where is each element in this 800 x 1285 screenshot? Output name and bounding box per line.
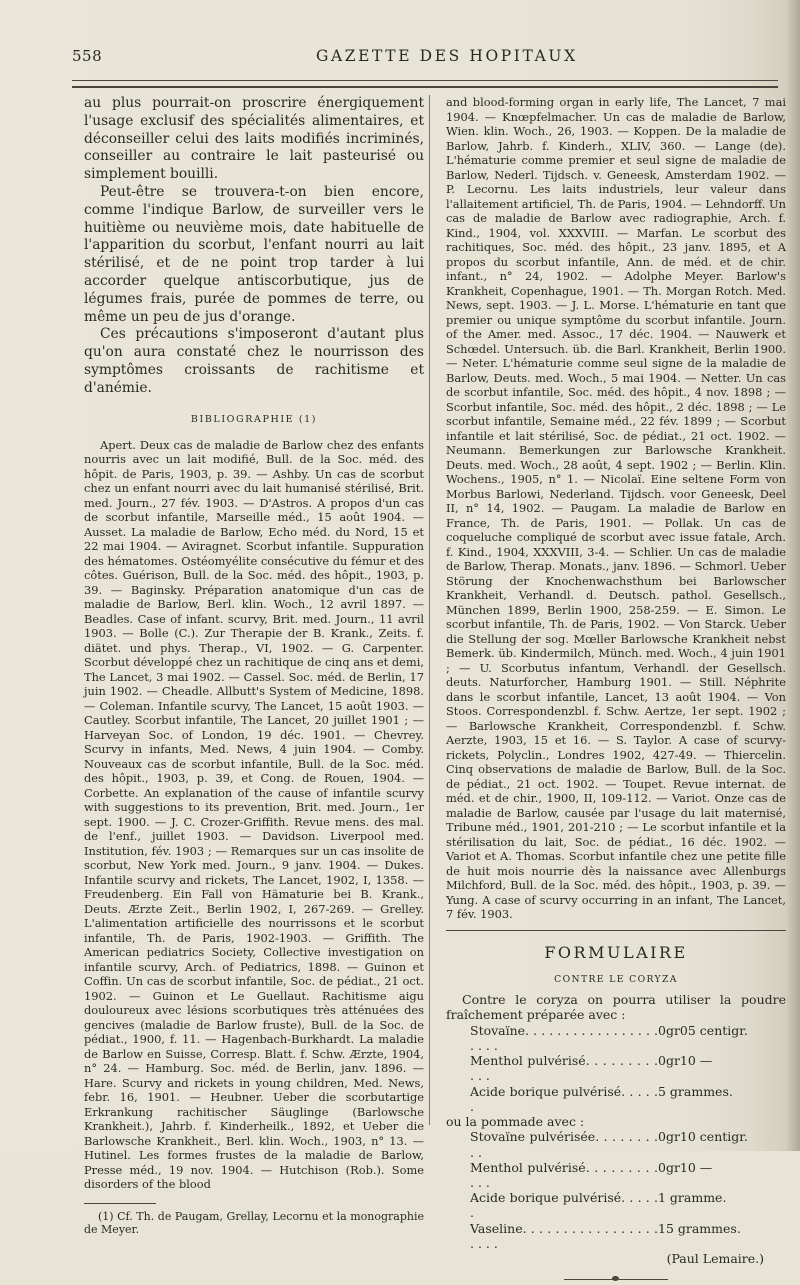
footnote: (1) Cf. Th. de Paugam, Grellay, Lecornu et la monographie de Meyer.: [84, 1209, 424, 1237]
ingredient-name: Vaseline. . . . . . . . . . . . . . . . . . . . .: [470, 1220, 658, 1251]
recipe-row: [446, 1160, 786, 1190]
recipe-row: [446, 1053, 786, 1083]
paragraph-precautions: Ces précautions s'imposeront d'autant plus qu'on aura constaté chez le nourrisson des symptômes croissants de rachitisme et d'anémie.: [84, 326, 424, 396]
ingredient-dose: 5 grammes.: [658, 1083, 733, 1099]
recipe-row: [446, 1221, 786, 1251]
header-rule-thin: [72, 80, 778, 81]
ingredient-dose: 1 gramme.: [658, 1190, 727, 1206]
powder-recipe: [446, 1023, 786, 1114]
ingredient-dose: 0gr10 —: [658, 1159, 713, 1175]
ingredient-name: Menthol pulvérisé. . . . . . . . . . . .: [470, 1053, 658, 1084]
page-number: 558: [72, 47, 103, 65]
end-ornament: [446, 1275, 786, 1285]
right-column: [446, 95, 786, 1285]
ingredient-name: Stovaïne pulvérisée. . . . . . . . . .: [470, 1129, 658, 1160]
ingredient-name: Stovaïne. . . . . . . . . . . . . . . . . . . . .: [470, 1022, 658, 1053]
ingredient-dose: 0gr05 centigr.: [658, 1022, 748, 1038]
ingredient-name: Acide borique pulvérisé. . . . . .: [470, 1190, 658, 1221]
ingredient-dose: 0gr10 centigr.: [658, 1129, 748, 1145]
ointment-recipe: [446, 1129, 786, 1251]
section-rule: [446, 930, 786, 931]
ingredient-name: Menthol pulvérisé. . . . . . . . . . . .: [470, 1159, 658, 1191]
ornament-dot: [612, 1276, 619, 1281]
ointment-intro: ou la pommade avec :: [446, 1113, 585, 1129]
formulaire-title: FORMULAIRE: [544, 942, 688, 962]
ingredient-dose: 15 grammes.: [658, 1220, 741, 1236]
formulaire-intro: Contre le coryza on pourra utiliser la poudre fraîchement préparée avec :: [446, 991, 786, 1023]
recipe-row: [446, 1129, 786, 1159]
recipe-row: [446, 1190, 786, 1220]
footnote-rule: [84, 1203, 156, 1204]
bibliography-continued: and blood-forming organ in early life, The Lancet, 7 mai 1904. — Knœpfelmacher. Un cas de maladie de Barlow, Wien. klin. Woch., 26, 1903. — Koppen. De la maladie de Barlow, Jahrb. f. Kinderh., XLIV, 360. — Lange (de). L'hématurie comme premier et seul signe de maladie de Barlow, Nederl. Tijdsch. v. Geneesk, Amsterdam 1902. — P. Lecornu. Les laits industriels, leur valeur dans l'allaitement artificiel, Th. de Paris, 1904. — Lehndorff. Un cas de maladie de Barlow avec radiographie, Arch. f. Kind., 1904, vol. XXXVIII. — Marfan. Le scorbut des rachitiques, Soc. méd. des hôpit., 23 janv. 1895, et A propos du scorbut infantile, Ann. de méd. et de chir. infant., n° 24, 1902. — Adolphe Meyer. Barlow's Krankheit, Copenhague, 1901. — Th. Morgan Rotch. Med. News, sept. 1903. — J. L. Morse. L'hématurie en tant que premier ou unique symptôme du scorbut infantile. Journ. of the Amer. med. Assoc., 17 déc. 1904. — Nauwerk et Schœdel. Untersuch. üb. die Barl. Krankheit, Berlin 1900. — Neter. L'hématurie comme seul signe de la maladie de Barlow, Deuts. med. Woch., 5 mai 1904. — Netter. Un cas de scorbut infantile, Soc. méd. des hôpit., 4 nov. 1898 ; — Scorbut infantile, Soc. méd. des hôpit., 2 déc. 1898 ; — Le scorbut infantile, Semaine méd., 22 fév. 1899 ; — Scorbut infantile et lait stérilisé, Soc. de pédiat., 21 oct. 1902. — Neumann. Bemerkungen zur Barlowsche Krankheit. Deuts. med. Woch., 28 août, 4 sept. 1902 ; — Berlin. Klin. Wochens., 1905, n° 1. — Nicolaï. Eine seltene Form von Morbus Barlowi, Nederland. Tijdsch. voor Geneesk, Deel II, n° 14, 1902. — Paugam. La maladie de Barlow en France, Th. de Paris, 1901. — Pollak. Un cas de coqueluche compliqué de scorbut avec issue fatale, Arch. f. Kind., 1904, XXXVIII, 3-4. — Schlier. Un cas de maladie de Barlow, Therap. Monats., janv. 1896. — Schmorl. Ueber Störung der Knochenwachsthum bei Barlowscher Krankheit, Verhandl. d. Deutsch. pathol. Gesellsch., München 1899, Berlin 1900, 258-259. — E. Simon. Le scorbut infantile, Th. de Paris, 1902. — Von Starck. Ueber die Stellung der sog. Mœller Barlowsche Krankheit nebst Bemerk. üb. Kindermilch, Münch. med. Woch., 4 juin 1901 ; — U. Scorbutus infantum, Verhandl. der Gesellsch. deuts. Naturforcher, Hamburg 1901. — Still. Néphrite dans le scorbut infantile, Lancet, 13 août 1904. — Von Stoos. Correspondenzbl. f. Schw. Aertze, 1er sept. 1902 ; — Barlowsche Krankheit, Correspondenzbl. f. Schw. Aerzte, 1903, 15 et 16. — S. Taylor. A case of scurvy-rickets, Polyclin., Londres 1902, 427-49. — Thiercelin. Cinq observations de maladie de Barlow, Bull. de la Soc. de pédiat., 21 oct. 1902. — Toupet. Revue internat. de méd. et de chir., 1900, II, 109-112. — Variot. Onze cas de maladie de Barlow, causée par l'usage du lait maternisé, Tribune méd., 1901, 201-210 ; — Le scorbut infantile et la stérilisation du lait, Soc. de pédiat., 16 déc. 1902. — Variot et A. Thomas. Scorbut infantile chez une petite fille de huit mois nourrie dès la naissance avec Allenburgs Milchford, Bull. de la Soc. méd. des hôpit., 1903, p. 39. — Yung. A case of scurvy occurring in an infant, The Lancet, 7 fév. 1903.: [446, 95, 786, 921]
ingredient-name: Acide borique pulvérisé. . . . . .: [470, 1083, 658, 1114]
paragraph-conclusion: au plus pourrait-on proscrire énergiquement l'usage exclusif des spécialités alimentaires, et déconseiller celui des laits modifiés incriminés, conseiller au contraire le lait pasteurisé ou simplement bouilli.: [84, 95, 424, 183]
paragraph-barlow-advice: Peut-être se trouvera-t-on bien encore, comme l'indique Barlow, de surveiller vers le huitième ou neuvième mois, date habituelle de l'apparition du scorbut, l'enfant nourri au lait stérilisé, et de ne point trop tarder à lui accorder quelque antiscorbutique, jus de légumes frais, purée de pommes de terre, ou même un peu de jus d'orange.: [84, 183, 424, 325]
running-header: [72, 47, 778, 67]
recipe-row: [446, 1084, 786, 1114]
formulaire-subtitle: CONTRE LE CORYZA: [554, 973, 678, 985]
bibliography-text: Apert. Deux cas de maladie de Barlow chez des enfants nourris avec un lait modifié, Bull. de la Soc. méd. des hôpit. de Paris, 1903, p. 39. — Ashby. Un cas de scorbut chez un enfant nourri avec du lait humanisé stérilisé, Brit. med. Journ., 27 fév. 1903. — D'Astros. A propos d'un cas de scorbut infantile, Marseille méd., 15 août 1904. — Ausset. La maladie de Barlow, Echo méd. du Nord, 15 et 22 mai 1904. — Aviragnet. Scorbut infantile. Suppuration des hématomes. Ostéomyélite consécutive du fémur et des côtes. Guérison, Bull. de la Soc. méd. des hôpit., 1903, p. 39. — Baginsky. Préparation anatomique d'un cas de maladie de Barlow, Berl. klin. Woch., 12 avril 1897. — Beadles. Case of infant. scurvy, Brit. med. Journ., 11 avril 1903. — Bolle (C.). Zur Therapie der B. Krank., Zeits. f. diätet. und phys. Therap., VI, 1902. — G. Carpenter. Scorbut développé chez un rachitique de cinq ans et demi, The Lancet, 3 mai 1902. — Cassel. Soc. méd. de Berlin, 17 juin 1902. — Cheadle. Allbutt's System of Medicine, 1898. — Coleman. Infantile scurvy, The Lancet, 15 août 1903. — Cautley. Scorbut infantile, The Lancet, 20 juillet 1901 ; — Harveyan Soc. of London, 19 déc. 1901. — Chevrey. Scurvy in infants, Med. News, 4 juin 1904. — Comby. Nouveaux cas de scorbut infantile, Bull. de la Soc. méd. des hôpit., 1903, p. 39, et Cong. de Rouen, 1904. — Corbette. An explanation of the cause of infantile scurvy with suggestions to its prevention, Brit. med. Journ., 1er sept. 1900. — J. C. Crozer-Griffith. Revue mens. des mal. de l'enf., juillet 1903. — Davidson. Liverpool med. Institution, fév. 1903 ; — Remarques sur un cas insolite de scorbut, New York med. Journ., 9 janv. 1904. — Dukes. Infantile scurvy and rickets, The Lancet, 1902, I, 1358. — Freudenberg. Ein Fall von Hämaturie bei B. Krank., Deuts. Ærzte Zeit., Berlin 1902, I, 267-269. — Grelley. L'alimentation artificielle des nourrissons et le scorbut infantile, Th. de Paris, 1902-1903. — Griffith. The American pediatrics Society, Collective investigation on infantile scurvy, Arch. of Pediatrics, 1898. — Guinon et Coffin. Un cas de scorbut infantile, Soc. de pédiat., 21 oct. 1902. — Guinon et Le Guellaut. Rachitisme aigu douloureux avec lésions scorbutiques très atténuées des gencives (maladie de Barlow fruste), Bull. de la Soc. de pédiat., 1900, f. 11. — Hagenbach-Burkhardt. La maladie de Barlow en Suisse, Corresp. Blatt. f. Schw. Ærzte, 1904, n° 24. — Hamburg. Soc. méd. de Berlin, janv. 1896. — Hare. Scurvy and rickets in young children, Med. News, febr. 16, 1901. — Heubner. Ueber die scorbutartige Erkrankung rachitischer Säuglinge (Barlowsche Krankheit.), Jahrb. f. Kinderheilk., 1892, et Ueber die Barlowsche Krankheit., Berl. klin. Woch., 1903, n° 13. — Hutinel. Les formes frustes de la maladie de Barlow, Presse méd., 19 nov. 1904. — Hutchison (Rob.). Some disorders of the blood: [84, 437, 424, 1192]
header-rule-thick: [72, 86, 778, 88]
ingredient-dose: 0gr10 —: [658, 1053, 713, 1069]
running-title: GAZETTE DES HOPITAUX: [316, 47, 578, 65]
recipe-row: [446, 1023, 786, 1053]
left-column: [84, 95, 424, 1237]
bibliography-heading: BIBLIOGRAPHIE (1): [190, 413, 318, 425]
recipe-signature: (Paul Lemaire.): [666, 1251, 764, 1267]
column-divider: [429, 95, 430, 1125]
page-edge-shadow: [786, 0, 800, 1151]
